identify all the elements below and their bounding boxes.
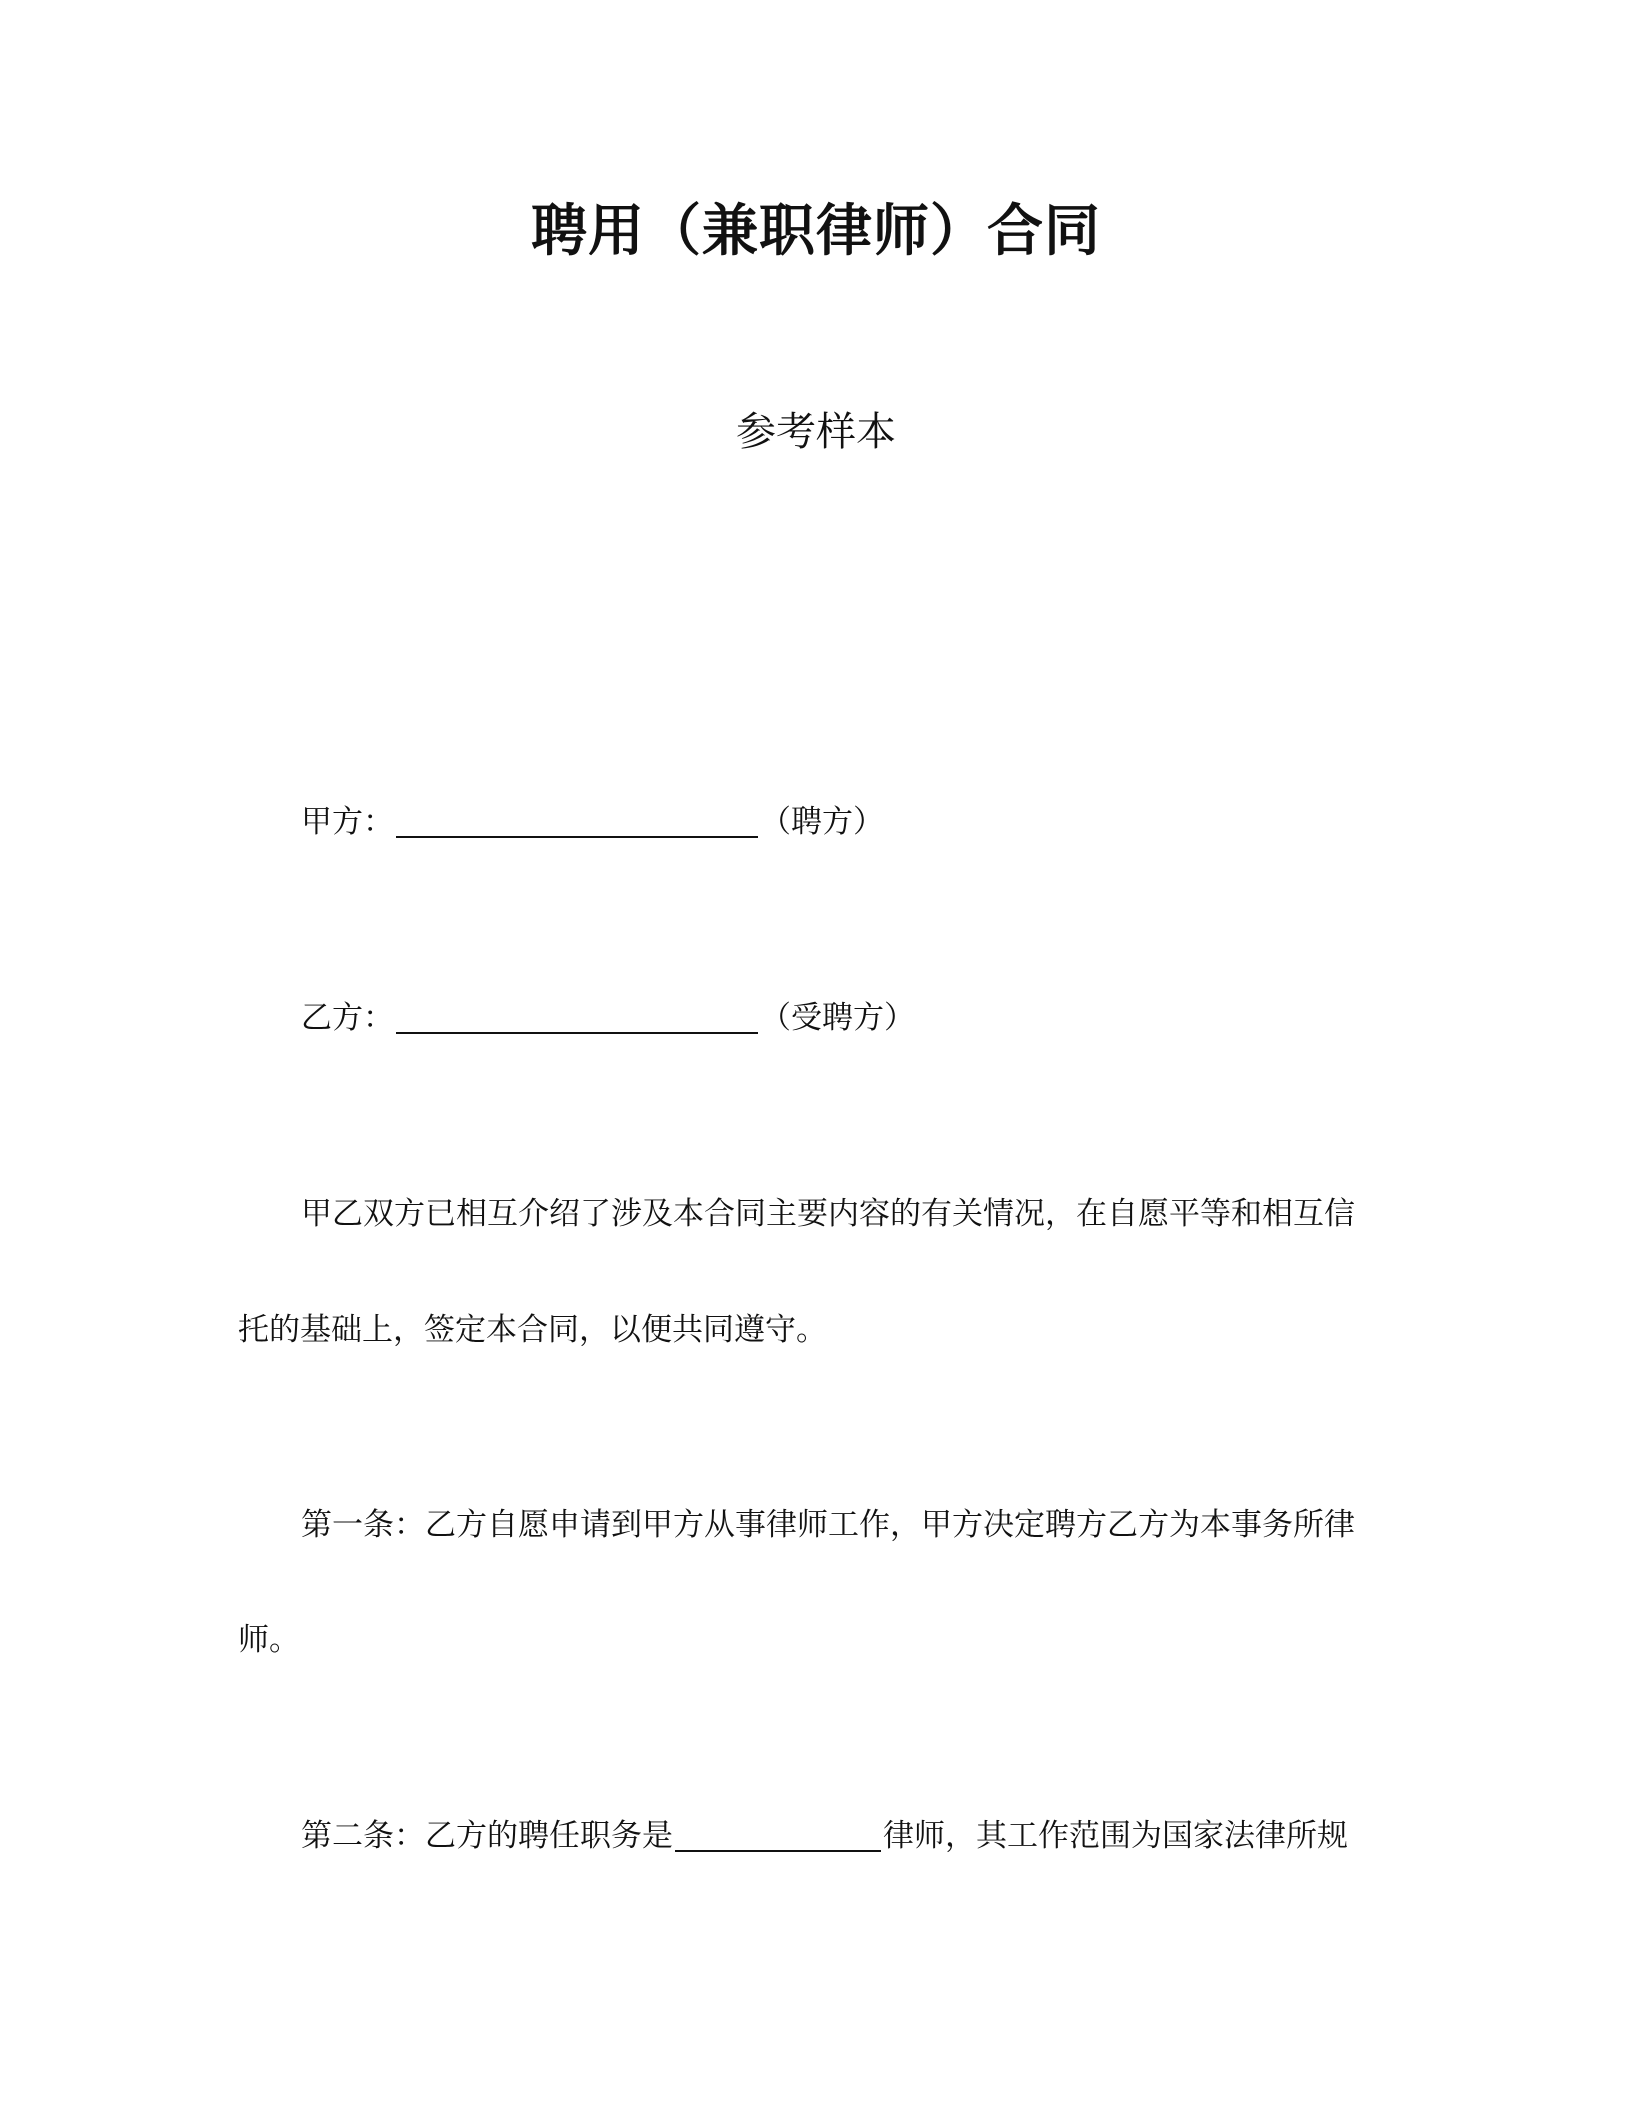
- preamble-line-1: 甲乙双方已相互介绍了涉及本合同主要内容的有关情况，在自愿平等和相互信: [301, 1196, 1355, 1232]
- party-b-label: 乙方：: [301, 1000, 394, 1036]
- party-b-blank: [396, 998, 758, 1034]
- preamble-line-2: 托的基础上，签定本合同，以便共同遵守。: [238, 1312, 827, 1348]
- party-a-line: [301, 800, 884, 844]
- party-a-label: 甲方：: [301, 804, 394, 840]
- party-b-line: [301, 996, 915, 1040]
- party-a-suffix: （聘方）: [760, 804, 884, 840]
- party-a-blank: [396, 802, 758, 838]
- document-subtitle: 参考样本: [736, 409, 896, 455]
- article-2-text-before: 第二条：乙方的聘任职务是: [301, 1818, 673, 1854]
- article-2-line-1: [301, 1814, 1348, 1858]
- article-2-text-after: 律师，其工作范围为国家法律所规: [883, 1818, 1348, 1854]
- party-b-suffix: （受聘方）: [760, 1000, 915, 1036]
- article-1-line-1: 第一条：乙方自愿申请到甲方从事律师工作，甲方决定聘方乙方为本事务所律: [301, 1507, 1355, 1543]
- article-1-line-2: 师。: [238, 1622, 300, 1658]
- document-title: 聘用（兼职律师）合同: [531, 199, 1101, 264]
- article-2-role-blank: [675, 1816, 881, 1852]
